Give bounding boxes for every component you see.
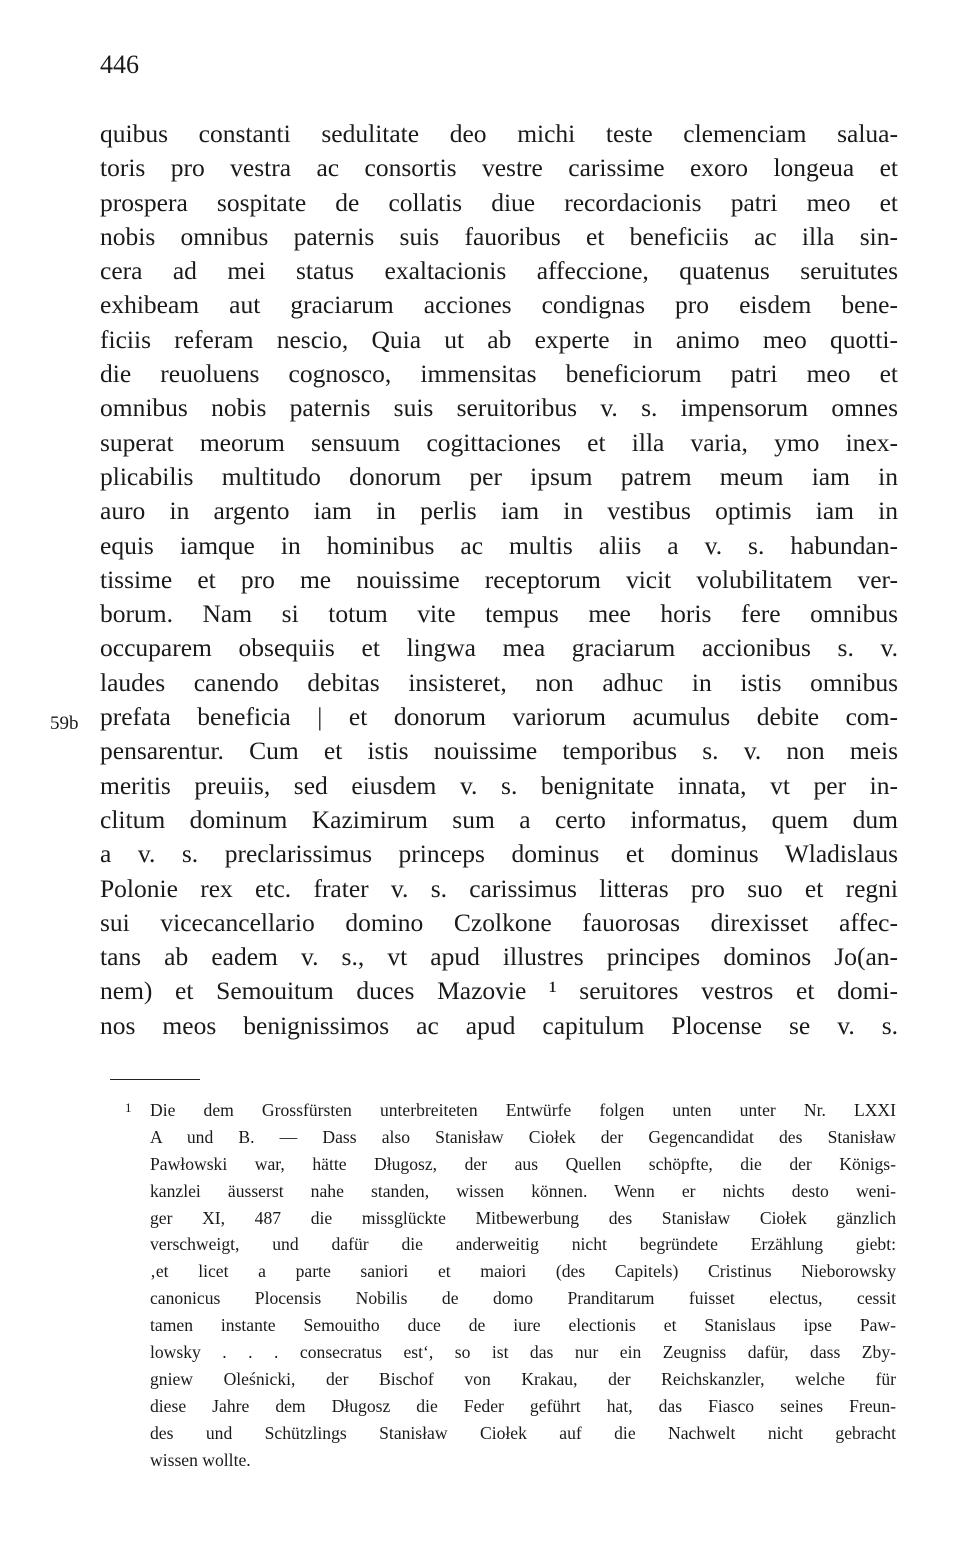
text-line: prefata beneficia | et donorum variorum acumulus debite com- bbox=[100, 702, 898, 732]
text-line: pensarentur. Cum et istis nouissime temporibus s. v. non meis bbox=[100, 736, 898, 766]
footnote-rule bbox=[110, 1079, 200, 1080]
footnote-line: des und Schützlings Stanisław Ciołek auf die Nachwelt nicht gebracht bbox=[150, 1422, 896, 1443]
text-line: die reuoluens cognosco, immensitas beneficiorum patri meo et bbox=[100, 359, 898, 389]
text-line: tans ab eadem v. s., vt apud illustres principes dominos Jo(an- bbox=[100, 942, 898, 972]
text-line: cera ad mei status exaltacionis affeccione, quatenus seruitutes bbox=[100, 256, 898, 286]
page-number: 446 bbox=[100, 50, 139, 79]
text-line: nos meos benignissimos ac apud capitulum Plocense se v. s. bbox=[100, 1010, 898, 1040]
footnotes bbox=[150, 1097, 896, 1473]
text-line: meritis preuiis, sed eiusdem v. s. benignitate innata, vt per in- bbox=[100, 770, 898, 800]
text-line: exhibeam aut graciarum acciones condignas pro eisdem bene- bbox=[100, 290, 898, 320]
text-line: laudes canendo debitas insisteret, non adhuc in istis omnibus bbox=[100, 667, 898, 697]
footnote-line: Die dem Grossfürsten unterbreiteten Entwürfe folgen unten unter Nr. LXXI bbox=[150, 1100, 896, 1120]
text-line: a v. s. preclarissimus princeps dominus et dominus Wladislaus bbox=[100, 839, 898, 869]
footnote-line: lowsky . . . consecratus est‘, so ist das nur ein Zeugniss dafür, dass Zby- bbox=[150, 1342, 896, 1363]
text-line: Polonie rex etc. frater v. s. carissimus litteras pro suo et regni bbox=[100, 873, 898, 903]
text-line: auro in argento iam in perlis iam in vestibus optimis iam in bbox=[100, 496, 898, 526]
margin-folio-note: 59b bbox=[50, 713, 79, 734]
text-line: nobis omnibus paternis suis fauoribus et beneficiis ac illa sin- bbox=[100, 221, 898, 251]
text-line: tissime et pro me nouissime receptorum vicit volubilitatem ver- bbox=[100, 564, 898, 594]
text-line: nem) et Semouitum duces Mazovie ¹ seruitores vestros et domi- bbox=[100, 976, 898, 1006]
text-line: omnibus nobis paternis suis seruitoribus v. s. impensorum omnes bbox=[100, 393, 898, 423]
text-line: sui vicecancellario domino Czolkone fauorosas direxisset affec- bbox=[100, 907, 898, 937]
text-line: toris pro vestra ac consortis vestre carissime exoro longeua et bbox=[100, 153, 898, 183]
body-text bbox=[100, 117, 898, 1043]
footnote-line: kanzlei äusserst nahe standen, wissen können. Wenn er nichts desto weni- bbox=[150, 1180, 896, 1201]
text-line: borum. Nam si totum vite tempus mee horis fere omnibus bbox=[100, 599, 898, 629]
footnote-line: tamen instante Semouitho duce de iure electionis et Stanislaus ipse Paw- bbox=[150, 1315, 896, 1336]
footnote-line: canonicus Plocensis Nobilis de domo Pranditarum fuisset electus, cessit bbox=[150, 1288, 896, 1309]
text-line: ficiis referam nescio, Quia ut ab experte in animo meo quotti- bbox=[100, 324, 898, 354]
footnote-marker: 1 bbox=[125, 1100, 132, 1115]
footnote-line: verschweigt, und dafür die anderweitig nicht begründete Erzählung giebt: bbox=[150, 1234, 896, 1255]
text-line: superat meorum sensuum cogittaciones et illa varia, ymo inex- bbox=[100, 427, 898, 457]
text-line: equis iamque in hominibus ac multis aliis a v. s. habundan- bbox=[100, 530, 898, 560]
footnote-line: diese Jahre dem Długosz die Feder geführt hat, das Fiasco seines Freun- bbox=[150, 1395, 896, 1416]
text-line: plicabilis multitudo donorum per ipsum patrem meum iam in bbox=[100, 461, 898, 491]
footnote-line: ‚et licet a parte saniori et maiori (des Capitels) Cristinus Nieborowsky bbox=[150, 1261, 896, 1282]
text-line: prospera sospitate de collatis diue recordacionis patri meo et bbox=[100, 187, 898, 217]
footnote-line: ger XI, 487 die missglückte Mitbewerbung des Stanisław Ciołek gänzlich bbox=[150, 1207, 896, 1228]
text-line: quibus constanti sedulitate deo michi teste clemenciam salua- bbox=[100, 119, 898, 148]
text-line: occuparem obsequiis et lingwa mea graciarum accionibus s. v. bbox=[100, 633, 898, 663]
footnote-line: Pawłowski war, hätte Długosz, der aus Quellen schöpfte, die der Königs- bbox=[150, 1153, 896, 1174]
footnote-line: wissen wollte. bbox=[150, 1449, 251, 1470]
footnote-line: A und B. — Dass also Stanisław Ciołek der Gegencandidat des Stanisław bbox=[150, 1126, 896, 1147]
text-line: clitum dominum Kazimirum sum a certo informatus, quem dum bbox=[100, 804, 898, 834]
footnote-line: gniew Oleśnicki, der Bischof von Krakau, der Reichskanzler, welche für bbox=[150, 1368, 896, 1389]
